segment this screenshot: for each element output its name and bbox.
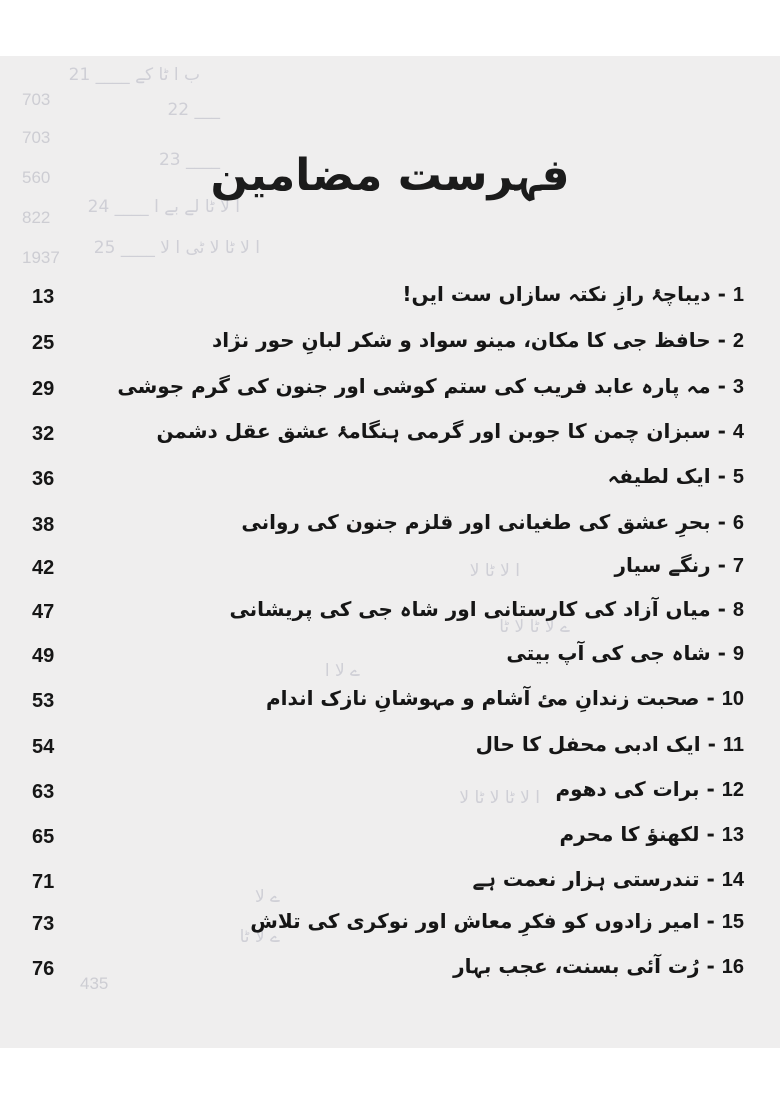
- toc-number: 2: [732, 330, 744, 352]
- toc-title: 13 - لکھنؤ کا محرم: [559, 822, 744, 846]
- toc-entry: [32, 597, 744, 633]
- toc-page-number: 42: [32, 557, 55, 579]
- toc-title: 5 - ایک لطیفہ: [607, 464, 744, 488]
- toc-title: 9 - شاہ جی کی آپ بیتی: [506, 641, 744, 665]
- toc-page-number: 25: [32, 332, 55, 354]
- bleed-through-text: ے لا: [254, 887, 280, 907]
- toc-page-number: 65: [32, 826, 55, 848]
- toc-title: 7 - رنگے سیار: [614, 553, 744, 577]
- bleed-through-text: 435: [80, 974, 109, 993]
- toc-page-number: 47: [32, 601, 55, 623]
- toc-page-number: 76: [32, 958, 55, 980]
- toc-text: برات کی دھوم: [555, 777, 700, 801]
- toc-number: 13: [721, 824, 744, 846]
- toc-title: 2 - حافظ جی کا مکان، مینو سواد و شکر لبانِ حور نژاد: [212, 328, 744, 352]
- bleed-through-text: 822: [22, 208, 51, 227]
- toc-text: رنگے سیار: [614, 553, 711, 577]
- bleed-through-text: ب ا ٹا کے ____ 21: [68, 65, 200, 85]
- bleed-through-text: ا لا ٹا لا: [469, 561, 520, 581]
- bleed-through-text: ا لا ٹا لا ٹی ا لا ____ 25: [93, 238, 260, 258]
- toc-number: 15: [721, 911, 744, 933]
- toc-number: 4: [732, 421, 744, 443]
- toc-title: 11 - ایک ادبی محفل کا حال: [475, 732, 744, 756]
- toc-entry: [32, 553, 744, 589]
- toc-number: 10: [721, 688, 744, 710]
- toc-text: صحبت زندانِ مئ آشام و مہوشانِ نازک اندام: [266, 686, 700, 710]
- toc-number: 8: [732, 599, 744, 621]
- toc-number: 5: [732, 466, 744, 488]
- toc-page-number: 32: [32, 423, 55, 445]
- bleed-through-text: 560: [22, 168, 51, 187]
- toc-title: 16 - رُت آئی بسنت، عجب بہار: [453, 954, 744, 978]
- toc-entry: [32, 954, 744, 990]
- toc-page-number: 63: [32, 781, 55, 803]
- toc-entry: [32, 777, 744, 813]
- toc-page-number: 73: [32, 913, 55, 935]
- toc-text: ایک لطیفہ: [607, 464, 711, 488]
- toc-title: 15 - امیر زادوں کو فکرِ معاش اور نوکری کی تلاش: [250, 909, 744, 933]
- toc-text: شاہ جی کی آپ بیتی: [506, 641, 711, 665]
- toc-title: 8 - میاں آزاد کی کارستانی اور شاہ جی کی پریشانی: [229, 597, 744, 621]
- toc-entry: [32, 732, 744, 768]
- toc-text: میاں آزاد کی کارستانی اور شاہ جی کی پریشانی: [229, 597, 711, 621]
- toc-text: سبزان چمن کا جوبن اور گرمی ہنگامۂ عشق عقل دشمن: [156, 419, 711, 443]
- toc-text: رُت آئی بسنت، عجب بہار: [453, 954, 700, 978]
- book-page: [0, 56, 780, 1048]
- toc-page-number: 71: [32, 871, 55, 893]
- toc-text: بحرِ عشق کی طغیانی اور قلزم جنون کی روانی: [241, 510, 711, 534]
- toc-title: 6 - بحرِ عشق کی طغیانی اور قلزم جنون کی روانی: [241, 510, 744, 534]
- toc-number: 9: [732, 643, 744, 665]
- toc-title: 1 - دیباچۂ رازِ نکتہ سازاں ست ایں!: [402, 282, 744, 306]
- toc-number: 11: [722, 734, 744, 756]
- toc-title: 4 - سبزان چمن کا جوبن اور گرمی ہنگامۂ عشق عقل دشمن: [156, 419, 744, 443]
- toc-number: 6: [732, 512, 744, 534]
- toc-entry: [32, 282, 744, 318]
- bleed-through-text: ا لا ٹا لا ٹا لا: [459, 788, 540, 808]
- toc-entry: [32, 464, 744, 500]
- toc-text: دیباچۂ رازِ نکتہ سازاں ست ایں!: [402, 282, 711, 306]
- toc-number: 3: [732, 376, 744, 398]
- toc-page-number: 13: [32, 286, 55, 308]
- toc-number: 14: [721, 869, 744, 891]
- toc-title: 10 - صحبت زندانِ مئ آشام و مہوشانِ نازک اندام: [266, 686, 744, 710]
- bleed-through-text: ا لا ٹا لے بے ا ____ 24: [87, 197, 240, 217]
- bleed-through-text: ____ 23: [158, 150, 220, 170]
- bleed-through-text: ے لا ٹا: [239, 927, 280, 947]
- bleed-through-text: 703: [22, 128, 51, 147]
- toc-entry: [32, 510, 744, 546]
- toc-text: ایک ادبی محفل کا حال: [475, 732, 701, 756]
- toc-entry: [32, 419, 744, 455]
- toc-entry: [32, 374, 744, 410]
- bleed-through-text: ے لا ٹا لا ٹا: [499, 617, 570, 637]
- page-title: فہرست مضامین: [210, 150, 570, 201]
- toc-page-number: 38: [32, 514, 55, 536]
- toc-title: 3 - مہ پارہ عابد فریب کی ستم کوشی اور جنون کی گرم جوشی: [117, 374, 744, 398]
- toc-entry: [32, 909, 744, 945]
- toc-page-number: 53: [32, 690, 55, 712]
- toc-title: 14 - تندرستی ہزار نعمت ہے: [472, 867, 744, 891]
- toc-number: 16: [721, 956, 744, 978]
- toc-page-number: 54: [32, 736, 55, 758]
- bleed-through-text: 1937: [22, 248, 60, 267]
- toc-number: 7: [732, 555, 744, 577]
- toc-entry: [32, 686, 744, 722]
- toc-entry: [32, 867, 744, 903]
- toc-text: لکھنؤ کا محرم: [559, 822, 700, 846]
- toc-number: 12: [721, 779, 744, 801]
- bleed-through-text: 703: [22, 90, 51, 109]
- toc-text: امیر زادوں کو فکرِ معاش اور نوکری کی تلاش: [250, 909, 700, 933]
- toc-page-number: 49: [32, 645, 55, 667]
- toc-text: حافظ جی کا مکان، مینو سواد و شکر لبانِ حور نژاد: [212, 328, 711, 352]
- bleed-through-text: ے لا ا: [324, 661, 360, 681]
- toc-page-number: 36: [32, 468, 55, 490]
- toc-entry: [32, 641, 744, 677]
- toc-number: 1: [732, 284, 744, 306]
- toc-text: تندرستی ہزار نعمت ہے: [472, 867, 700, 891]
- toc-text: مہ پارہ عابد فریب کی ستم کوشی اور جنون کی گرم جوشی: [117, 374, 711, 398]
- toc-entry: [32, 822, 744, 858]
- toc-title: 12 - برات کی دھوم: [555, 777, 744, 801]
- toc-page-number: 29: [32, 378, 55, 400]
- bleed-through-text: ___ 22: [167, 100, 220, 120]
- toc-entry: [32, 328, 744, 364]
